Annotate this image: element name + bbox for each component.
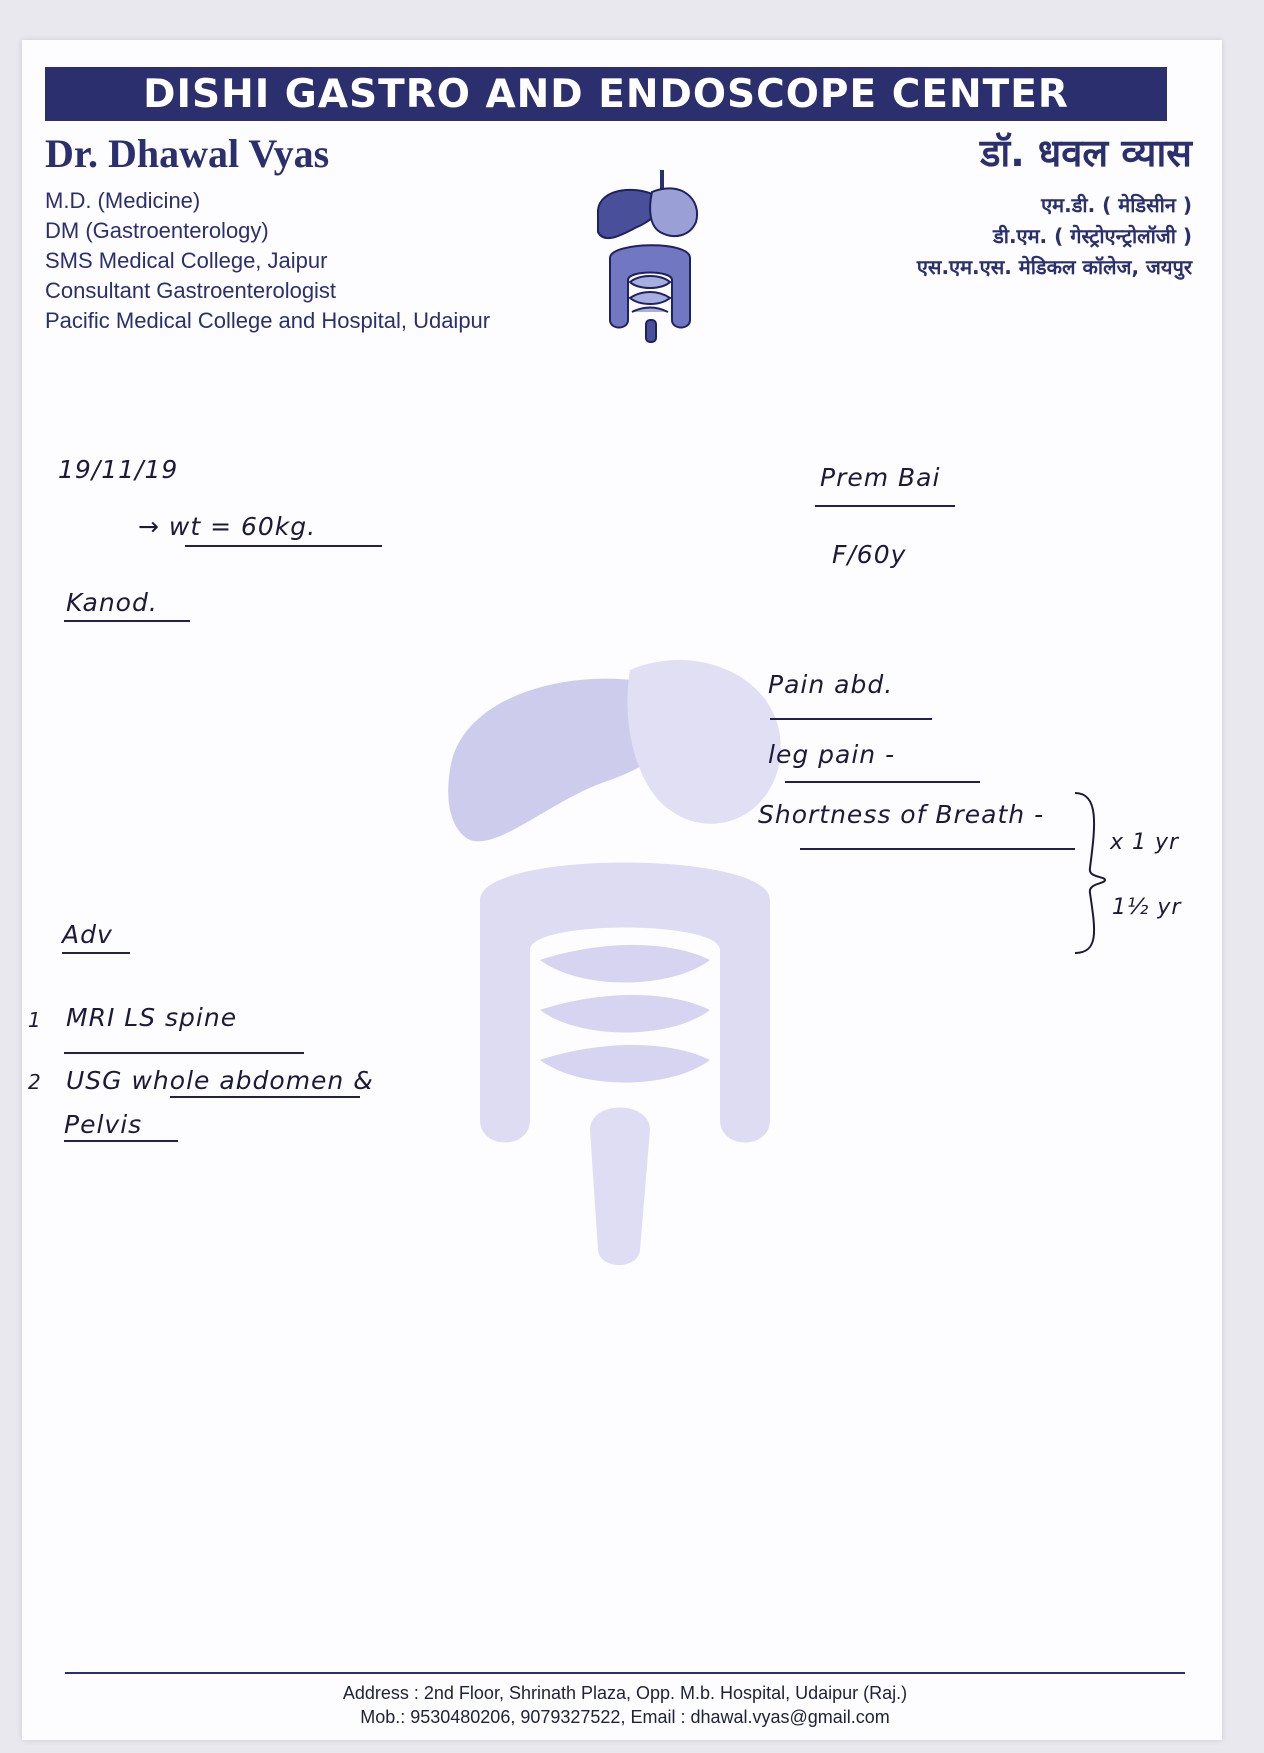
- patient-age-sex: F/60y: [832, 540, 907, 569]
- weight-underline: [185, 545, 382, 547]
- patient-name-underline: [815, 505, 955, 507]
- prescription-date: 19/11/19: [58, 455, 179, 484]
- patient-location: Kanod.: [66, 588, 158, 617]
- advice-item: Pelvis: [64, 1110, 143, 1139]
- credential-line-hindi: एम.डी. ( मेडिसीन ): [1041, 193, 1192, 217]
- location-underline: [64, 620, 190, 622]
- digestive-system-icon: [590, 170, 710, 345]
- patient-name: Prem Bai: [820, 463, 941, 492]
- credential-line-hindi: डी.एम. ( गेस्ट्रोएन्ट्रोलॉजी ): [993, 224, 1192, 248]
- complaint-item: Pain abd.: [768, 670, 894, 699]
- advice-heading: Adv: [62, 920, 113, 949]
- complaint-item: leg pain -: [768, 740, 896, 769]
- credential-line: Pacific Medical College and Hospital, Udaipur: [45, 308, 491, 333]
- complaint-underline: [800, 848, 1075, 850]
- complaint-duration: 1½ yr: [1112, 895, 1182, 920]
- footer-address: Address : 2nd Floor, Shrinath Plaza, Opp. M.b. Hospital, Udaipur (Raj.): [342, 1683, 908, 1703]
- patient-weight: → wt = 60kg.: [138, 512, 317, 541]
- complaint-underline: [785, 781, 980, 783]
- credential-line-hindi: एस.एम.एस. मेडिकल कॉलेज, जयपुर: [916, 255, 1192, 279]
- advice-item: MRI LS spine: [66, 1003, 238, 1032]
- credential-line: SMS Medical College, Jaipur: [45, 248, 328, 273]
- advice-number: 2: [28, 1070, 42, 1094]
- doctor-name-hindi: डॉ. धवल व्यास: [980, 131, 1192, 175]
- complaint-duration: x 1 yr: [1110, 830, 1180, 855]
- digestive-system-watermark: [440, 650, 810, 1270]
- credential-line: M.D. (Medicine): [45, 188, 201, 213]
- advice-number: 1: [28, 1008, 42, 1032]
- credentials-english: [45, 186, 490, 336]
- footer: [65, 1681, 1185, 1729]
- advice-underline: [64, 1052, 304, 1054]
- credentials-hindi: [917, 190, 1192, 283]
- advice-underline: [64, 1140, 178, 1142]
- credential-line: Consultant Gastroenterologist: [45, 278, 337, 303]
- credential-line: DM (Gastroenterology): [45, 218, 269, 243]
- advice-item: USG whole abdomen &: [66, 1066, 374, 1095]
- footer-contact: Mob.: 9530480206, 9079327522, Email : dhawal.vyas@gmail.com: [360, 1707, 890, 1727]
- complaint-item: Shortness of Breath -: [758, 800, 1045, 829]
- advice-heading-underline: [62, 952, 130, 954]
- clinic-banner: DISHI GASTRO AND ENDOSCOPE CENTER: [45, 67, 1167, 121]
- complaint-underline: [770, 718, 932, 720]
- complaint-brace: [1070, 788, 1110, 958]
- advice-underline: [170, 1096, 360, 1098]
- doctor-name-english: Dr. Dhawal Vyas: [45, 131, 330, 176]
- footer-rule: [65, 1672, 1185, 1674]
